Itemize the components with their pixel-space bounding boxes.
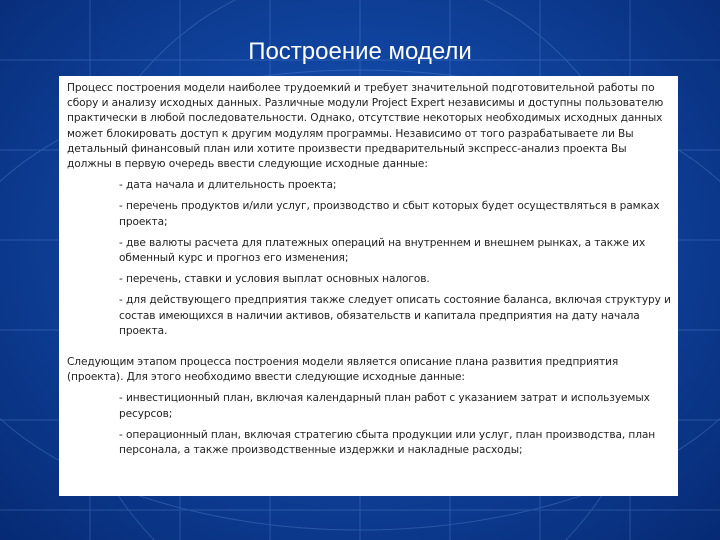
list-item: - для действующего предприятия также следует описать состояние баланса, включая структуру и состав имеющихся в наличии активов, обязательств и капитала предприятия на дату начала проекта. <box>119 294 671 337</box>
list-item: - две валюты расчета для платежных операций на внутреннем и внешнем рынках, а также их обменный курс и прогноз его изменения; <box>119 236 646 265</box>
list-item: - операционный план, включая стратегию сбыта продукции или услуг, план производства, план персонала, а также производственные издержки и накладные расходы; <box>119 428 656 457</box>
list-item: - дата начала и длительность проекта; <box>119 179 337 192</box>
initial-data-list <box>67 178 672 339</box>
content-box <box>59 76 678 496</box>
intro-paragraph: Процесс построения модели наиболее трудоемкий и требует значительной подготовительной работы по сбору и анализу исходных данных. Различные модули Project Expert независимы и доступны пользователю практически в любой последовательности. Однако, отсутствие некоторых необходимых исходных данных может блокировать доступ к другим модулям программы. Независимо от того разрабатываете ли Вы детальный финансовый план или хотите произвести предварительный экспресс-анализ проекта Вы должны в первую очередь ввести следующие исходные данные: <box>67 82 664 171</box>
list-item: - перечень продуктов и/или услуг, производство и сбыт которых будет осуществляться в рамках проекта; <box>119 200 660 228</box>
list-item: - инвестиционный план, включая календарный план работ с указанием затрат и используемых ресурсов; <box>119 392 650 420</box>
list-item: - перечень, ставки и условия выплат основных налогов. <box>119 273 430 286</box>
slide-title: Построение модели <box>248 38 472 65</box>
plan-data-list <box>67 391 672 458</box>
next-stage-paragraph: Следующим этапом процесса построения модели является описание плана развития предприятия (проекта). Для этого необходимо ввести следующие исходные данные: <box>67 356 619 384</box>
